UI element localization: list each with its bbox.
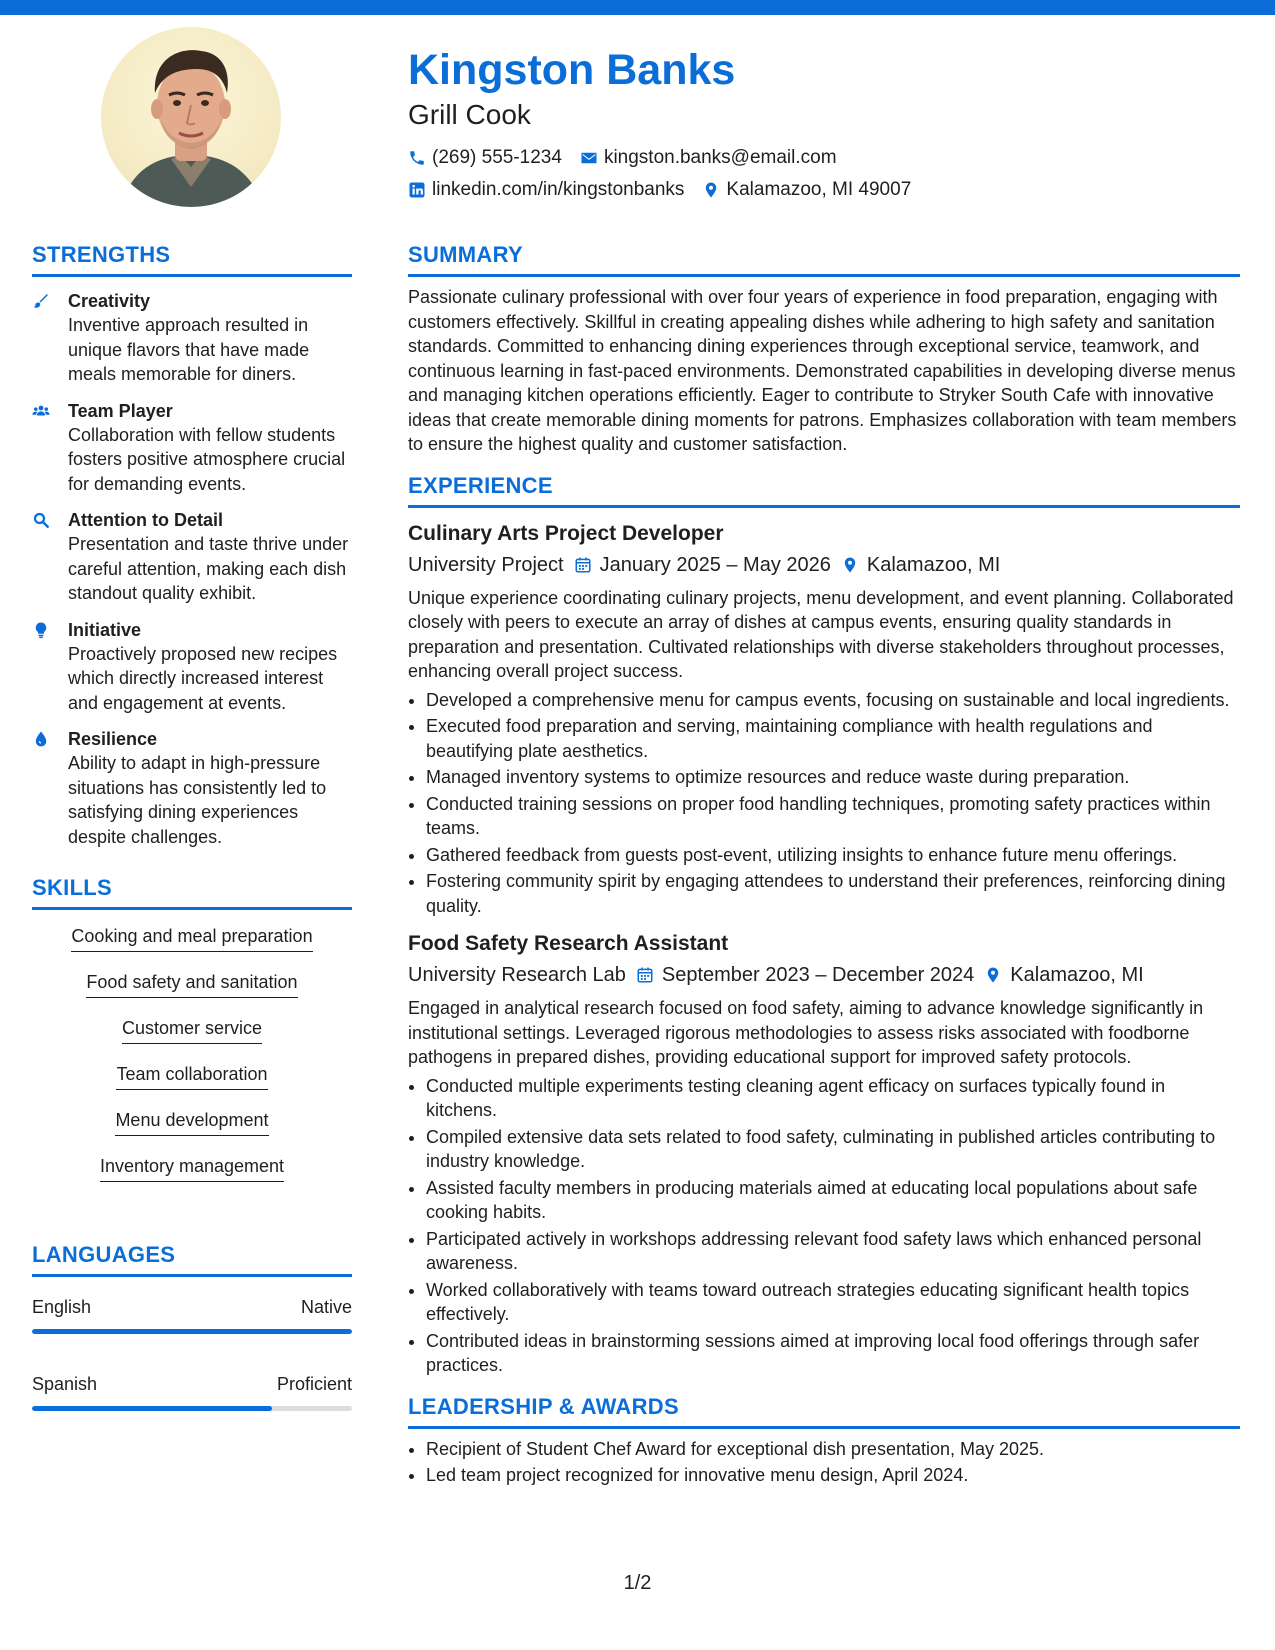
skill-tag: Menu development — [115, 1108, 268, 1136]
job-bullet: • Developed a comprehensive menu for campus events, focusing on sustainable and local ingredients. — [426, 688, 1240, 713]
job-org: University Research Lab — [408, 964, 626, 986]
map-pin-icon — [984, 966, 1002, 984]
job-bullet: • Contributed ideas in brainstorming sessions aimed at improving local food offerings through safer practices. — [426, 1329, 1240, 1378]
experience-title: EXPERIENCE — [408, 471, 1240, 508]
strength-desc: Proactively proposed new recipes which directly increased interest and engagement at events. — [68, 643, 338, 713]
job-dates: January 2025 – May 2026 — [599, 553, 831, 576]
job-bullet: • Conducted multiple experiments testing cleaning agent efficacy on surfaces typically found in kitchens. — [426, 1074, 1240, 1123]
language-proficiency-bar — [32, 1329, 352, 1334]
resume-header — [408, 42, 1238, 206]
location-text: Kalamazoo, MI 49007 — [726, 179, 912, 200]
calendar-icon — [636, 966, 654, 984]
strength-item — [32, 618, 352, 716]
left-column — [32, 240, 352, 1411]
linkedin-icon — [408, 181, 426, 199]
skill-tag: Cooking and meal preparation — [71, 924, 312, 952]
map-pin-icon — [841, 556, 859, 574]
job-description: Unique experience coordinating culinary projects, menu development, and event planning. Collaborated closely with peers to execute an array of dishes at campus events, ensuring quality standards in preparation and presentation. Cultivated relationships with diverse stakeholders throughout processes, enhancing overall project success. — [408, 587, 1234, 681]
language-item — [32, 1372, 352, 1411]
job-org: University Project — [408, 553, 564, 576]
job-bullet: • Gathered feedback from guests post-event, utilizing insights to enhance future menu offerings. — [426, 843, 1240, 868]
awards-title: LEADERSHIP & AWARDS — [408, 1392, 1240, 1429]
strength-title: Team Player — [68, 400, 173, 421]
strength-item — [32, 289, 352, 387]
language-level: Proficient — [276, 1374, 352, 1394]
strength-item — [32, 727, 352, 849]
job-bullet: • Participated actively in workshops addressing relevant food safety laws which enhanced personal awareness. — [426, 1227, 1240, 1276]
skills-title: SKILLS — [32, 873, 352, 910]
award-item: • Recipient of Student Chef Award for exceptional dish presentation, May 2025. — [426, 1437, 1240, 1462]
job-bullet: • Conducted training sessions on proper food handling techniques, promoting safety practices within teams. — [426, 792, 1240, 841]
job-location: Kalamazoo, MI — [866, 553, 1001, 576]
linkedin-text: linkedin.com/in/kingstonbanks — [432, 179, 685, 200]
email-text: kingston.banks@email.com — [603, 147, 837, 168]
job-description: Engaged in analytical research focused on food safety, aiming to advance knowledge significantly in institutional settings. Leveraged rigorous methodologies to assess risks associated with foodborne pathogens in prepared dishes, providing educational support for improved safety protocols. — [408, 998, 1204, 1067]
strength-title: Resilience — [68, 729, 158, 749]
map-pin-icon — [702, 181, 720, 199]
job-entry — [408, 520, 1240, 919]
strength-desc: Inventive approach resulted in unique flavors that have made meals memorable for diners. — [68, 315, 310, 384]
skill-tag: Food safety and sanitation — [86, 970, 297, 998]
job-meta — [408, 550, 1240, 580]
candidate-role: Grill Cook — [408, 99, 531, 130]
language-proficiency-fill — [32, 1329, 352, 1334]
strength-title: Initiative — [68, 619, 142, 640]
languages-title: LANGUAGES — [32, 1240, 352, 1277]
summary-title: SUMMARY — [408, 240, 1240, 277]
strength-title: Creativity — [68, 291, 151, 311]
skill-tag: Team collaboration — [116, 1062, 267, 1090]
language-item — [32, 1295, 352, 1334]
strength-desc: Ability to adapt in high-pressure situations has consistently led to satisfying dining experiences despite challenges. — [68, 753, 327, 847]
job-title: Food Safety Research Assistant — [408, 932, 729, 955]
profile-photo — [101, 27, 281, 207]
strengths-title: STRENGTHS — [32, 240, 352, 277]
job-entry — [408, 930, 1240, 1378]
job-bullet: • Fostering community spirit by engaging attendees to understand their preferences, reinforcing dining quality. — [426, 869, 1240, 918]
contact-linkedin[interactable] — [408, 174, 684, 206]
skill-tag: Inventory management — [100, 1154, 284, 1182]
job-meta — [408, 960, 1240, 990]
skill-tag: Customer service — [122, 1016, 262, 1044]
contact-phone[interactable] — [408, 142, 562, 174]
brush-icon — [32, 292, 50, 310]
awards-list — [408, 1437, 1240, 1488]
strength-title: Attention to Detail — [68, 510, 223, 530]
strength-item — [32, 508, 352, 606]
award-item: • Led team project recognized for innovative menu design, April 2024. — [426, 1463, 1240, 1488]
search-icon — [32, 511, 50, 529]
job-bullet: • Managed inventory systems to optimize resources and reduce waste during preparation. — [426, 765, 1240, 790]
job-bullet: • Compiled extensive data sets related to food safety, culminating in published articles contributing to industry knowledge. — [426, 1125, 1240, 1174]
summary-text: Passionate culinary professional with over four years of experience in food preparation, engaging with customers effectively. Skillful in creating appealing dishes while adhering to high safety and sanitation standards. Committed to enhancing dining experiences through exceptional service, teamwork, and continuous learning in fast-paced environments. Demonstrated capabilities in developing diverse menus and managing kitchen operations efficiently. Eager to contribute to Stryker South Cafe with innovative ideas that create memorable dining moments for patrons. Emphasizes collaboration with team members to ensure the highest quality and customer satisfaction. — [408, 287, 1237, 454]
language-name: English — [32, 1297, 92, 1317]
users-icon — [32, 402, 50, 420]
language-proficiency-fill — [32, 1406, 272, 1411]
language-name: Spanish — [32, 1374, 98, 1394]
phone-text: (269) 555-1234 — [432, 147, 562, 168]
job-bullet: • Assisted faculty members in producing materials aimed at educating local populations about safe cooking habits. — [426, 1176, 1240, 1225]
job-bullets — [408, 688, 1240, 919]
page-number: 1/2 — [623, 1572, 652, 1594]
drop-icon — [32, 730, 50, 748]
contact-location — [702, 174, 911, 206]
skills-list — [32, 924, 352, 1200]
phone-icon — [408, 149, 426, 167]
top-accent-bar — [0, 0, 1275, 15]
email-icon — [580, 149, 598, 167]
calendar-icon — [574, 556, 592, 574]
job-bullet: • Worked collaboratively with teams toward outreach strategies educating significant health topics effectively. — [426, 1278, 1240, 1327]
strengths-list — [32, 289, 352, 849]
strength-desc: Presentation and taste thrive under careful attention, making each dish standout quality exhibit. — [68, 534, 349, 603]
job-dates: September 2023 – December 2024 — [661, 964, 975, 986]
job-bullet: • Executed food preparation and serving, maintaining compliance with health regulations and beautifying plate aesthetics. — [426, 714, 1240, 763]
contact-info — [408, 142, 1238, 206]
job-title: Culinary Arts Project Developer — [408, 521, 724, 545]
right-column — [408, 240, 1240, 1490]
lightbulb-icon — [32, 621, 50, 639]
strength-item — [32, 399, 352, 497]
job-location: Kalamazoo, MI — [1010, 964, 1144, 986]
contact-email[interactable] — [580, 142, 837, 174]
job-bullets — [408, 1074, 1240, 1378]
language-proficiency-bar — [32, 1406, 352, 1411]
candidate-name: Kingston Banks — [408, 46, 736, 94]
language-level: Native — [300, 1297, 352, 1317]
strength-desc: Collaboration with fellow students fosters positive atmosphere crucial for demanding events. — [68, 424, 346, 494]
